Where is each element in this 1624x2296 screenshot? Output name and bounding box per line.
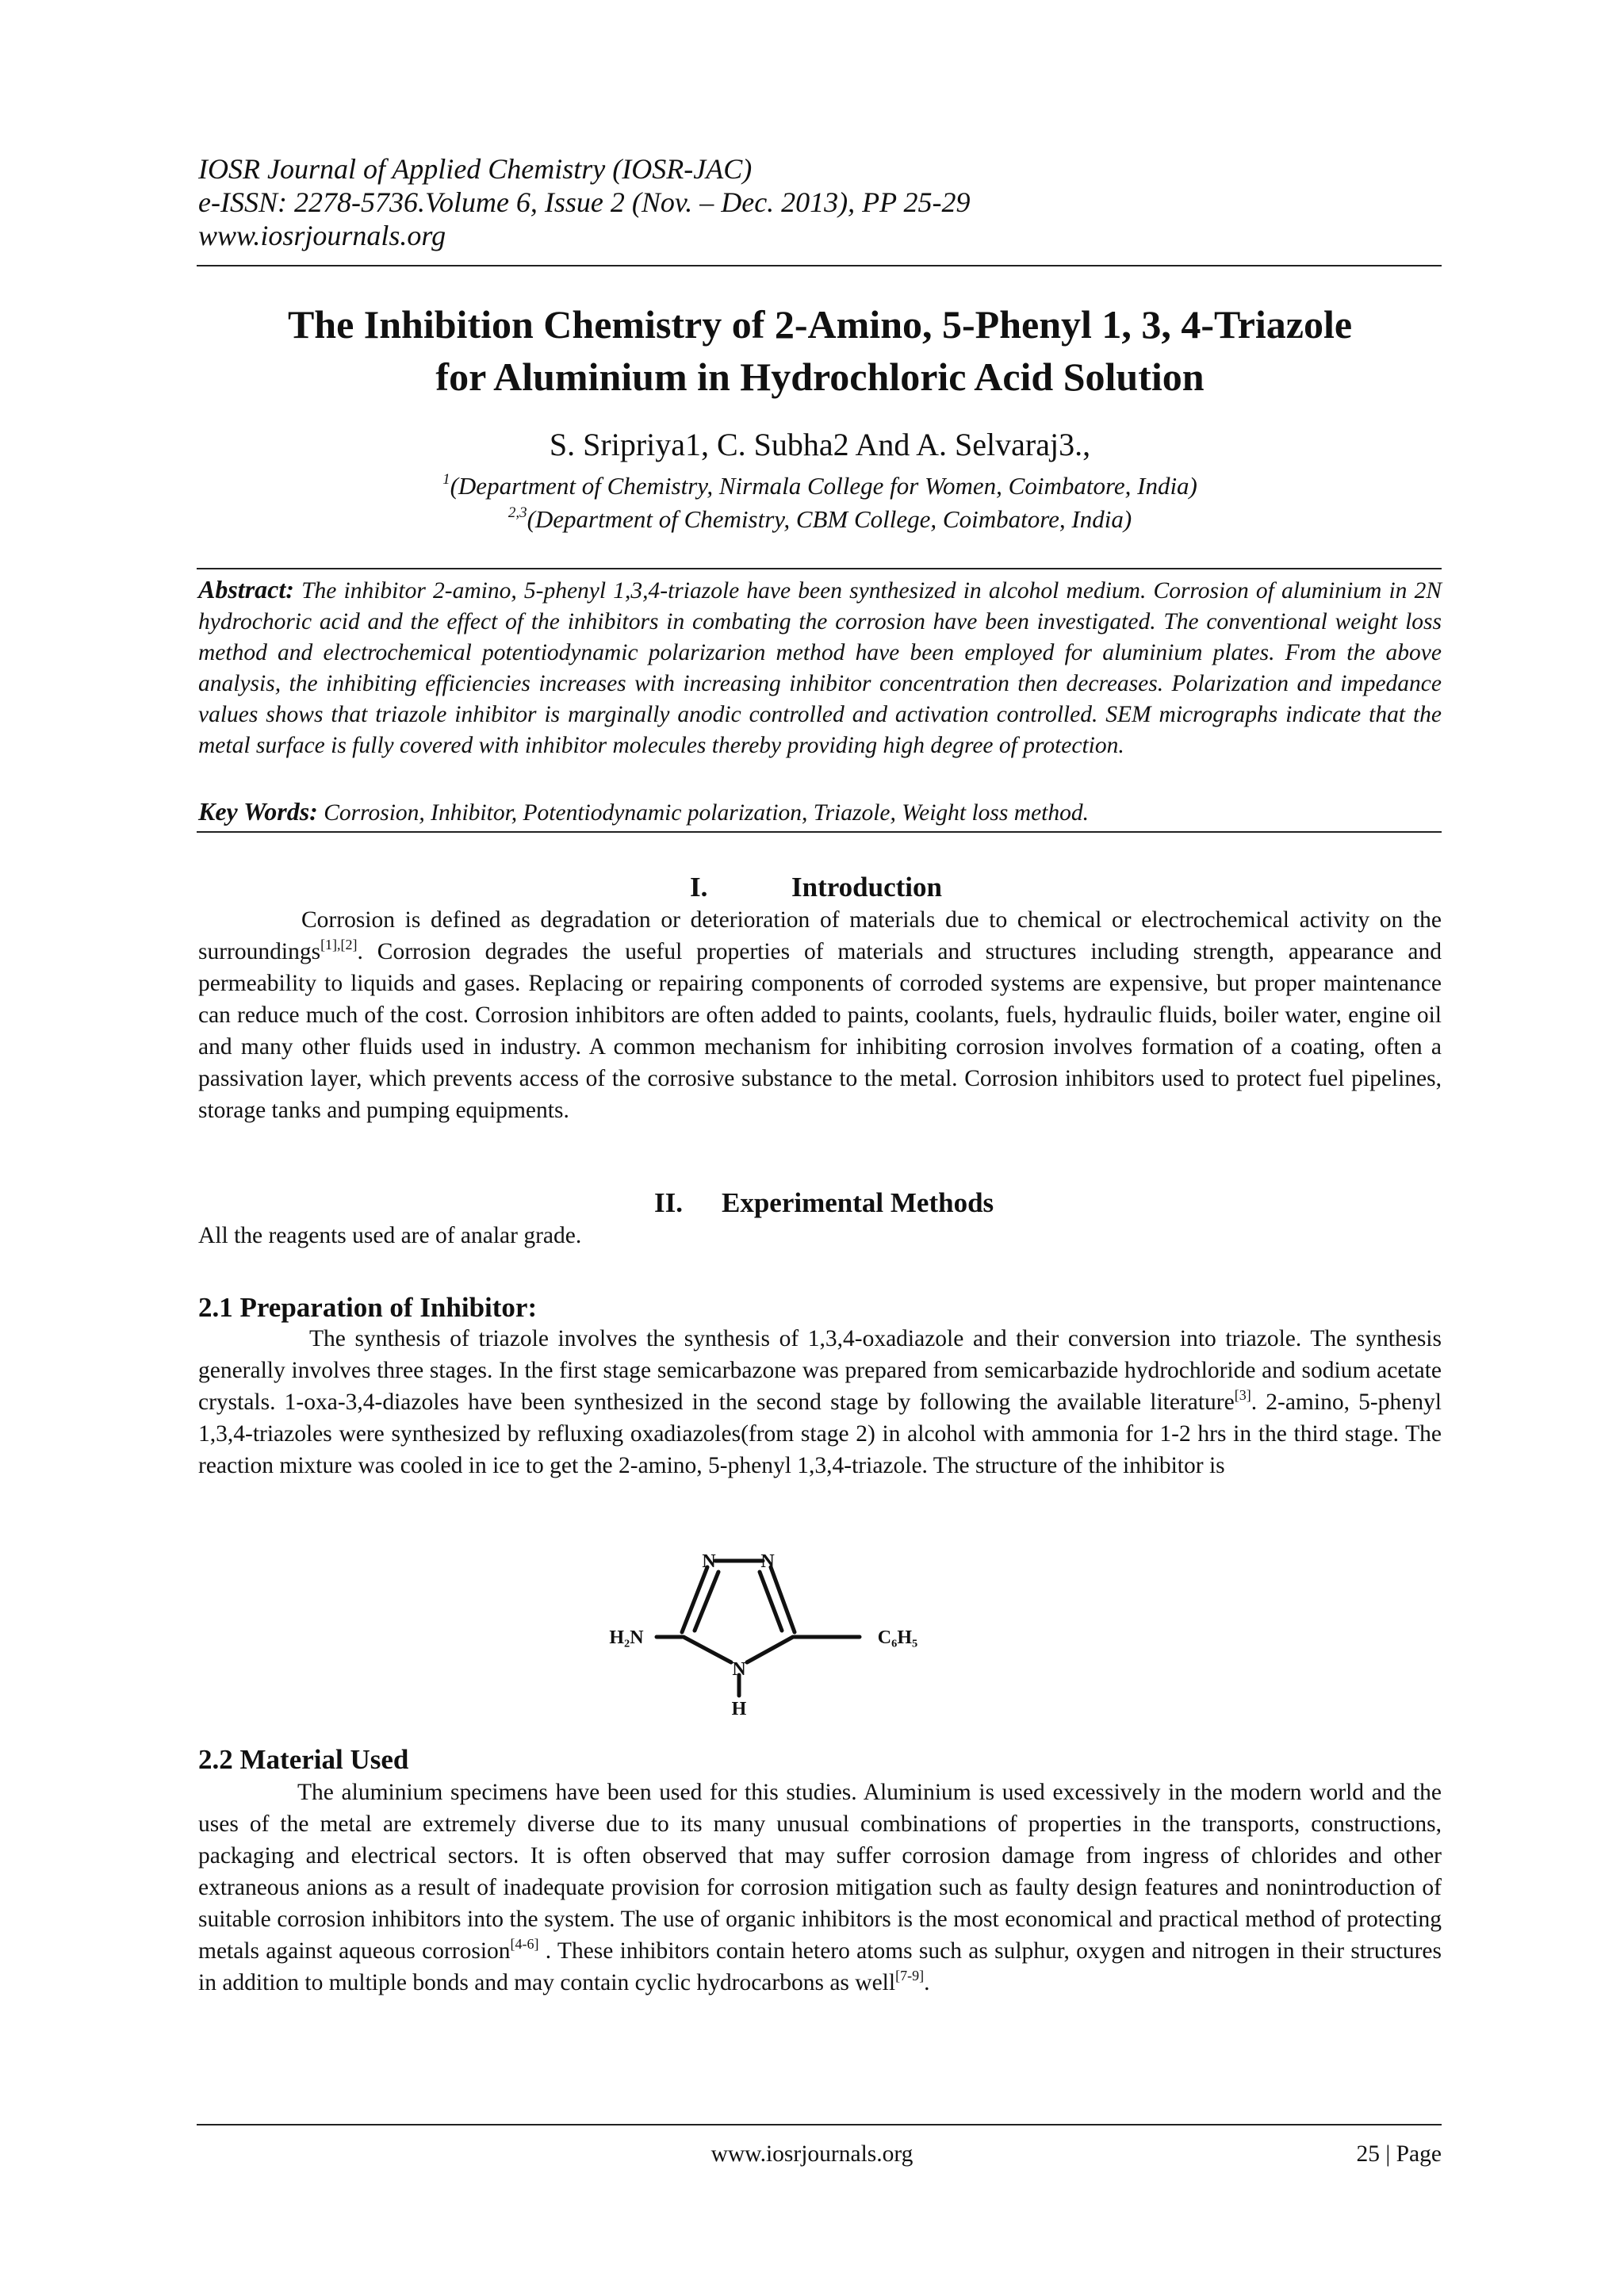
intro-text-b: . Corrosion degrades the useful properties of materials and structures including strength, appearance and permeability to liquids and gases. Replacing or repairing components of corroded systems are expensive, but proper maintenance can reduce much of the cost. Corrosion inhibitors are often added to paints, coolants, fuels, hydraulic fluids, boiler water, engine oil and many other fluids used in industry. A common mechanism for inhibiting corrosion involves formation of a coating, often a passivation layer, which prevents access of the corrosive substance to the metal. Corrosion inhibitors used to protect fuel pipelines, storage tanks and pumping equipments. [198,939,1442,1123]
affiliation-2 [198,504,1442,535]
header-rule [197,265,1442,266]
section-1-title: Introduction [791,872,942,903]
bond-n-c-right-outer [771,1567,795,1632]
preparation-text-a: The synthesis of triazole involves the synthesis of 1,3,4-oxadiazole and their conversion into triazole. The synthesis generally involves three stages. In the first stage semicarbazone was prepared from semicarbazide hydrochloride and sodium acetate crystals. 1-oxa-3,4-diazoles have been synthesized in the second stage by following the available literature [198,1326,1442,1415]
affiliation-2-marker: 2,3 [508,504,527,521]
abstract-bottom-rule [197,831,1442,833]
material-text-c: . [924,1970,930,1995]
material-ref-4-6: [4-6] [510,1936,539,1952]
bond-c-n-left [684,1637,731,1662]
introduction-paragraph [198,904,1442,1126]
footer-website: www.iosrjournals.org [710,2141,914,2167]
atom-h-bottom: H [731,1699,747,1719]
bond-n-c-right-inner [760,1572,782,1631]
material-paragraph [198,1777,1442,1999]
abstract-label: Abstract: [198,575,294,604]
section-2-title: Experimental Methods [722,1187,994,1218]
journal-website: www.iosrjournals.org [198,220,446,251]
abstract [198,574,1442,761]
affiliation-1 [198,471,1442,501]
subsection-2-2-heading: 2.2 Material Used [198,1744,409,1775]
keywords-text: Corrosion, Inhibitor, Potentiodynamic polarization, Triazole, Weight loss method. [324,800,1089,826]
atom-n-bottom: N [732,1659,746,1680]
affiliation-1-marker: 1 [442,471,450,488]
material-text-b: . These inhibitors contain hetero atoms such as sulphur, oxygen and nitrogen in their structures in addition to multiple bonds and may contain cyclic hydrocarbons as well [198,1938,1442,1995]
paper-title [198,298,1442,403]
atom-n-top-left: N [702,1551,716,1572]
affiliation-2-text: (Department of Chemistry, CBM College, Coimbatore, India) [527,505,1132,533]
intro-text-a: Corrosion is defined as degradation or deterioration of materials due to chemical or electrochemical activity on the surroundings [198,907,1442,964]
intro-ref-1-2: [1],[2] [320,937,358,953]
preparation-paragraph [198,1323,1442,1481]
amino-group: H₂N [609,1627,644,1648]
section-2-number: II. [654,1187,683,1218]
footer-rule [197,2124,1442,2125]
subsection-2-1-heading: 2.1 Preparation of Inhibitor: [198,1292,538,1323]
phenyl-group: C₆H₅ [877,1627,918,1648]
title-line-1: The Inhibition Chemistry of 2-Amino, 5-Phenyl 1, 3, 4-Triazole [287,302,1353,347]
author-list: S. Sripriya1, C. Subha2 And A. Selvaraj3., [549,427,1091,462]
affiliation-1-text: (Department of Chemistry, Nirmala College for Women, Coimbatore, India) [450,472,1197,500]
abstract-top-rule [197,568,1442,569]
material-ref-7-9: [7-9] [895,1968,925,1984]
bond-n-c-left-outer [682,1567,707,1632]
keywords-label: Key Words: [198,797,318,826]
bond-c-n-right [747,1637,793,1662]
section-1-number: I. [690,872,708,903]
preparation-text-b: . 2-amino, 5-phenyl 1,3,4-triazoles were synthesized by refluxing oxadiazoles(from stage 2) in alcohol with ammonia for 1-2 hrs in the third stage. The reaction mixture was cooled in ice to get the 2-amino, 5-phenyl 1,3,4-triazole. The structure of the inhibitor is [198,1389,1442,1478]
material-text-a: The aluminium specimens have been used for this studies. Aluminium is used excessively in the modern world and the uses of the metal are extremely diverse due to its many unusual combinations of properties in the transports, constructions, packaging and electrical sectors. It is often observed that may suffer corrosion damage from ingress of chlorides and other extraneous anions as a result of inadequate provision for corrosion mitigation such as faulty design features and nonintroduction of suitable corrosion inhibitors into the system. The use of organic inhibitors is the most economical and practical method of protecting metals against aqueous corrosion [198,1780,1442,1964]
issn-line: e-ISSN: 2278-5736.Volume 6, Issue 2 (Nov. – Dec. 2013), PP 25-29 [198,186,971,218]
journal-header [198,152,1442,252]
journal-name: IOSR Journal of Applied Chemistry (IOSR-JAC) [198,153,753,185]
keywords [198,796,1442,829]
preparation-ref-3: [3] [1234,1387,1251,1403]
reagents-statement: All the reagents used are of analar grade. [198,1223,582,1248]
abstract-text: The inhibitor 2-amino, 5-phenyl 1,3,4-triazole have been synthesized in alcohol medium. Corrosion of aluminium in 2N hydrochoric acid and the effect of the inhibitors in combating the corrosion have been investigated. The conventional weight loss method and electrochemical potentiodynamic polarizarion method have been employed for aluminium plates. From the above analysis, the inhibiting efficiencies increases with increasing inhibitor concentration then decreases. Polarization and impedance values shows that triazole inhibitor is marginally anodic controlled and activation controlled. SEM micrographs indicate that the metal surface is fully covered with inhibitor molecules thereby providing high degree of protection. [198,578,1442,758]
title-line-2: for Aluminium in Hydrochloric Acid Solution [435,355,1205,399]
triazole-structure-diagram [587,1539,952,1729]
footer-page-number: 25 | Page [1356,2141,1442,2167]
bond-n-c-left-inner [695,1572,718,1631]
atom-n-top-right: N [760,1551,775,1572]
